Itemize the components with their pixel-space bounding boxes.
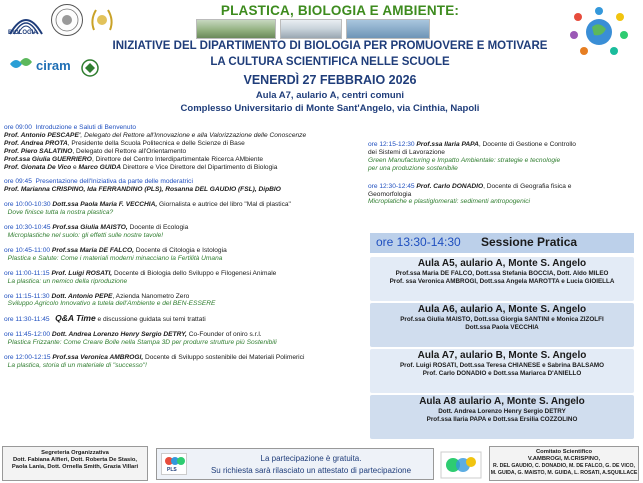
slot-talk-4: ore 11:00-11:15 Prof. Luigi ROSATI, Docente di Biologia dello Sviluppo e Filogenesi Animale <box>4 269 277 277</box>
slot-talk-9: ore 12:30-12:45 Prof. Carlo DONADIO, Docente di Geografia fisica e <box>368 182 572 190</box>
comitato-box <box>489 446 639 481</box>
aula-title: Aula A5, aulario A, Monte S. Angelo <box>417 258 587 269</box>
comitato-line: M. GUIDA, G. MAISTO, M. GUIDA, L. ROSATI, A.SQUILLACE <box>490 470 638 476</box>
aula-line: Dott.ssa Paola VECCHIA <box>465 324 539 332</box>
aula-card-a6 <box>370 303 634 347</box>
aula-line: Prof.ssa Ilaria PAPA e Dott.ssa Ersilia COZZOLINO <box>426 416 578 424</box>
aula-card-a7 <box>370 349 634 393</box>
session-time: ore 13:30-14:30 <box>376 235 461 249</box>
slot-talk-7: ore 12:00-12:15 Prof.ssa Veronica AMBROGI, Docente di Sviluppo sostenibile dei Materiali Polimerici <box>4 354 305 362</box>
aula-card-a8 <box>370 395 634 439</box>
venue-line-1: Aula A7, aulario A, centri comuni <box>255 90 405 101</box>
logo-small-icon <box>80 58 100 78</box>
comitato-title: Comitato Scientifico <box>535 449 593 455</box>
aula-card-a5 <box>370 257 634 301</box>
segreteria-line: Paola Lania, Dott. Ornella Smith, Grazia Villari <box>11 464 139 470</box>
segreteria-title: Segreteria Organizzativa <box>41 450 109 456</box>
logo-biologia-label: BIOLOGIA <box>8 30 38 36</box>
slot-intro: ore 09:00 Introduzione e Saluti di Benvenuto <box>4 124 136 131</box>
slot-talk-8: ore 12:15-12:30 Prof.ssa Ilaria PAPA, Docente di Gestione e Controllo <box>368 141 576 148</box>
pls-label: PLS <box>167 467 177 473</box>
comitato-line: R. DEL GAUDIO, C. DONADIO, M. DE FALCO, G. DE VICO, <box>493 463 635 469</box>
aula-title: Aula A8 aulario A, Monte S. Angelo <box>419 396 585 407</box>
program-right: ore 12:15-12:30 Prof.ssa Ilaria PAPA, Docente di Gestione e Controllo dei Sistemi di Lavorazione Green Manufacturing e Impatto Ambientale: strategie e tecnologie per una produzione sostenibile ore 12:30-12:45 Prof. Carlo DONADIO, Docente di Geografia fisica e Geomorfologia Microplatiche e plastiglomerati: sedimenti antropogenici <box>368 141 576 206</box>
info-line-2: Su richiesta sarà rilasciato un attestato di partecipazione <box>210 466 412 475</box>
aula-title: Aula A6, aulario A, Monte S. Angelo <box>417 304 587 315</box>
subtitle-line-2: LA CULTURA SCIENTIFICA NELLE SCUOLE <box>210 56 450 68</box>
info-box <box>156 448 434 480</box>
subtitle-line-1: INIZIATIVE DEL DIPARTIMENTO DI BIOLOGIA PER PROMUOVERE E MOTIVARE <box>112 40 548 52</box>
header-photo-1 <box>196 19 276 39</box>
laurel-icon <box>88 4 116 36</box>
segreteria-line: Dott. Fabiana Alfieri, Dott. Roberta De Stasio, <box>12 457 138 463</box>
slot-talk-2: ore 10:30-10:45 Prof.ssa Giulia MAISTO, Docente di Ecologia <box>4 224 189 232</box>
segreteria-box <box>2 446 148 481</box>
green-logo-icon <box>439 450 483 480</box>
aula-line: Prof. Luigi ROSATI, Dott.ssa Teresa CHIANESE e Sabrina BALSAMO <box>399 362 605 369</box>
slot-presentation: ore 09:45 Presentazione dell'Iniziativa da parte delle moderatrici <box>4 178 193 186</box>
header-photo-2 <box>280 19 342 39</box>
slot-talk-1: ore 10:00-10:30 Dott.ssa Paola Maria F. VECCHIA, Giornalista e autrice del libro "Mal di plastica" <box>4 201 291 209</box>
slot-talk-5: ore 11:15-11:30 Dott. Antonio PEPE, Azienda Nanometro Zero <box>4 292 190 300</box>
slot-talk-3: ore 10:45-11:00 Prof.ssa Maria DE FALCO, Docente di Citologia e Istologia <box>4 246 227 254</box>
aula-line: Dott. Andrea Lorenzo Henry Sergio DETRY <box>438 408 566 415</box>
event-title: PLASTICA, BIOLOGIA E AMBIENTE: <box>220 3 460 18</box>
globe-logo-icon <box>566 5 632 59</box>
slot-talk-6: ore 11:45-12:00 Dott. Andrea Lorenzo Henry Sergio DETRY, Co-Founder of oniro s.r.l. <box>4 331 262 339</box>
info-line-1: La partecipazione è gratuita. <box>260 454 362 463</box>
slot-qa: ore 11:30-11:45 Q&A Time e discussione guidata sui temi trattati <box>4 313 206 324</box>
aula-line: Prof.ssa Giulia MAISTO, Dott.ssa Giorgia SANTINI e Monica ZIZOLFI <box>400 316 604 323</box>
aula-line: Prof.ssa Maria DE FALCO, Dott.ssa Stefania BOCCIA, Dott. Aldo MILEO <box>395 270 609 277</box>
header-photo-3 <box>346 19 430 39</box>
session-title: Sessione Pratica <box>481 235 578 249</box>
event-date: VENERDÌ 27 FEBBRAIO 2026 <box>243 73 417 87</box>
comitato-line: V.AMBROGI, M.CRISPINO, <box>527 456 601 462</box>
logo-ciram-label: ciram <box>36 58 71 73</box>
venue-line-2: Complesso Universitario di Monte Sant'Angelo, via Cinthia, Napoli <box>180 103 480 114</box>
aula-line: Prof. ssa Veronica AMBROGI, Dott.ssa Angela MAROTTA e Lucia GIOIELLA <box>389 278 615 286</box>
program-left: ore 09:00 Introduzione e Saluti di Benvenuto Prof. Antonio PESCAPE', Delegato del Rettore all'Innovazione e alla Valorizzazione delle Conoscenze Prof. Andrea PROTA, Presidente della Scuola Politecnica e delle Scienze di Base Prof. Piero SALATINO, Delegato del Rettore all'Orientamento Prof.ssa Giulia GUERRIERO, Direttore del Centro Interdipartimentale Ricerca AMbiente Prof. Gionata De Vico e Marco GUIDA Direttore e Vice Direttore del Dipartimento di Biologia ore 09:45 Presentazione dell'Iniziativa da parte delle moderatrici Prof. Marianna CRISPINO, Ida FERRANDINO (PLS), Rosanna DEL GAUDIO (FSL), DipBIO ore 10:00-10:30 Dott.ssa Paola Maria F. VECCHIA, Giornalista e autrice del libro "Mal di plastica" Dove finisce tutta la nostra plastica? ore 10:30-10:45 Prof.ssa Giulia MAISTO, Docente di Ecologia Microplastiche nel suolo: gli effetti sulle nostre tavole! ore 10:45-11:00 Prof.ssa Maria DE FALCO, Docente di Citologia e Istologia Plastica e Salute: Come i materiali moderni minacciano la Fertilità Umana ore 11:00-11:15 Prof. Luigi ROSATI, Docente di Biologia dello Sviluppo e Filogenesi Animale La plastica: un nemico della riproduzione ore 11:15-11:30 Dott. Antonio PEPE, Azienda Nanometro Zero Sviluppo Agricolo Innovativo a tutela dell'Ambiente e del BEN-ESSERE ore 11:30-11:45 Q&A Time e discussione guidata sui temi trattati ore 11:45-12:00 Dott. Andrea Lorenzo Henry Sergio DETRY, Co-Founder of oniro s.r.l. Plastica Frizzante: Come Creare Bolle nella Stampa 3D per produrre strutture più Sostenibili ore 12:00-12:15 Prof.ssa Veronica AMBROGI, Docente di Sviluppo sostenibile dei Materiali Polimerici La plastica, storia di un materiale di "successo"! <box>4 124 307 369</box>
aula-title: Aula A7, aulario B, Monte S. Angelo <box>417 350 587 361</box>
seal-icon <box>50 3 84 37</box>
aula-line: Prof. Carlo DONADIO e Dott.ssa Mariarca D'ANIELLO <box>422 370 582 378</box>
